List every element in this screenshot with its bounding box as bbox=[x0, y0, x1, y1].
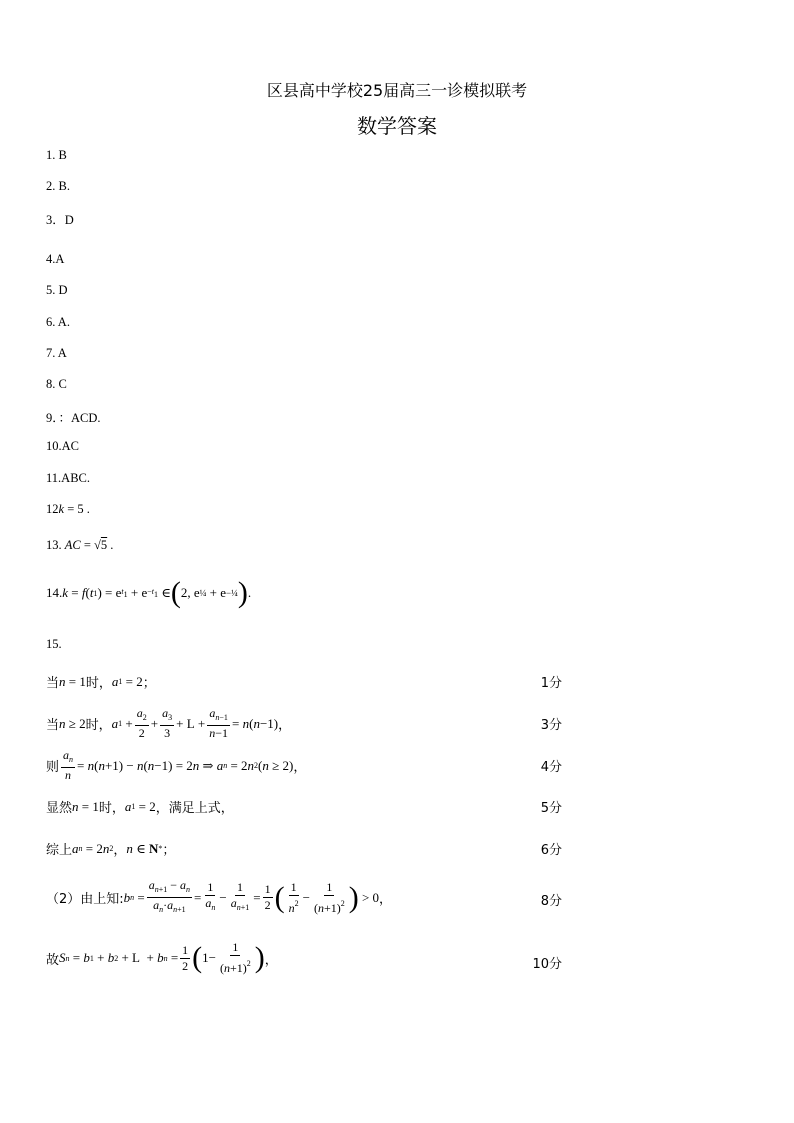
solution-line-4-post: ，满足上式， bbox=[155, 801, 234, 816]
solution-line-4-mid: 时， bbox=[98, 801, 125, 816]
answer-sheet-title: 数学答案 bbox=[357, 114, 437, 138]
solution-line-1-pre: 当 bbox=[46, 676, 60, 691]
solution-line-6: （2）由上知: b n = $\frac{a_{n+1} - a_n}{a_n\cdot a_{n+1}}$ = $\frac{1}{a_n}$ − $\frac{1}{a_{n+1}}$ = $\frac{1}{2}$ ( $\frac{1}{n^2}$ − $\frac{1}{(n+1)^2}$ ) > 0 ， bbox=[46, 878, 393, 915]
answer-4: 4.A bbox=[46, 252, 65, 266]
solution-line-1-mid: 时， bbox=[85, 676, 112, 691]
points-line-7: 10分 bbox=[532, 957, 562, 972]
solution-line-2-mid: 时， bbox=[85, 718, 112, 733]
solution-line-7: 故 S n = b 1 + b 2 + L + b n = $\frac{1}{2}$ ( 1− $\frac{1}{(n+1)^2}$ ) ， bbox=[46, 940, 278, 975]
solution-line-2-post: ， bbox=[278, 718, 292, 733]
solution-line-1: 当 n = 1 时， a 1 = 2 ； bbox=[46, 673, 156, 691]
answer-2: 2. B. bbox=[46, 179, 70, 193]
points-line-3: 4分 bbox=[540, 760, 562, 775]
solution-line-5-mid: ， bbox=[113, 843, 127, 858]
solution-line-3: 则 $\frac{a_n}{n}$ = n ( n +1) − n ( n −1) = 2 n ⇒ a n = 2 n 2 ( n ≥ 2) ， bbox=[46, 748, 307, 782]
answer-9: 9．：ACD. bbox=[46, 411, 101, 425]
answer-13: 13. AC = √5 . bbox=[46, 538, 114, 552]
solution-line-2: 当 n ≥ 2 时， a 1 + $\frac{a_2}{2}$ + $\frac{a_3}{3}$ + L + $\frac{a_{n-1}}{n-1}$ = n ( n −1) ， bbox=[46, 706, 292, 740]
answer-12-value: = 5 . bbox=[64, 502, 90, 516]
solution-line-3-post: ， bbox=[293, 760, 307, 775]
points-line-4: 5分 bbox=[540, 801, 562, 816]
solution-line-7-post: ， bbox=[264, 952, 278, 968]
answer-12: 12k = 5 . bbox=[46, 502, 90, 516]
solution-line-3-pre: 则 bbox=[46, 760, 60, 775]
answer-10: 10.AC bbox=[46, 439, 79, 453]
solution-line-6-pre: （2）由上知: bbox=[46, 892, 124, 907]
solution-line-6-post: ， bbox=[379, 892, 393, 907]
answer-8: 8. C bbox=[46, 377, 67, 391]
solution-line-2-pre: 当 bbox=[46, 718, 60, 733]
solution-line-5-pre: 综上 bbox=[46, 843, 73, 858]
answer-14: 14. k = f ( t 1 ) = e $t_1$ + e $-t_1$ ∈ ( 2, e ¼ + e −¼ ) . bbox=[46, 576, 252, 609]
solution-line-7-pre: 故 bbox=[46, 952, 60, 968]
answer-14-number: 14. bbox=[46, 585, 63, 600]
answer-12-number: 12 bbox=[46, 502, 59, 516]
points-line-2: 3分 bbox=[540, 718, 562, 733]
answer-3: 3．D bbox=[46, 213, 74, 227]
solution-line-1-post: ； bbox=[142, 676, 156, 691]
answer-7: 7. A bbox=[46, 346, 67, 360]
answer-13-number: 13. bbox=[46, 538, 65, 552]
solution-line-5-post: ； bbox=[162, 843, 176, 858]
answer-11: 11.ABC. bbox=[46, 471, 90, 485]
solution-line-4: 显然 n = 1 时， a 1 = 2 ，满足上式， bbox=[46, 798, 234, 816]
solution-line-4-pre: 显然 bbox=[46, 801, 73, 816]
answer-15-label: 15. bbox=[46, 637, 62, 651]
answer-1: 1. B bbox=[46, 148, 67, 162]
solution-line-5: 综上 a n = 2 n 2 ， n ∈ N * ； bbox=[46, 840, 176, 858]
points-line-6: 8分 bbox=[540, 894, 562, 909]
answer-13-end: . bbox=[107, 538, 114, 552]
answer-6: 6. A. bbox=[46, 315, 70, 329]
answer-5: 5. D bbox=[46, 283, 68, 297]
points-line-1: 1分 bbox=[540, 676, 562, 691]
points-line-5: 6分 bbox=[540, 843, 562, 858]
exam-title: 区县高中学校25届高三一诊模拟联考 bbox=[266, 81, 528, 100]
